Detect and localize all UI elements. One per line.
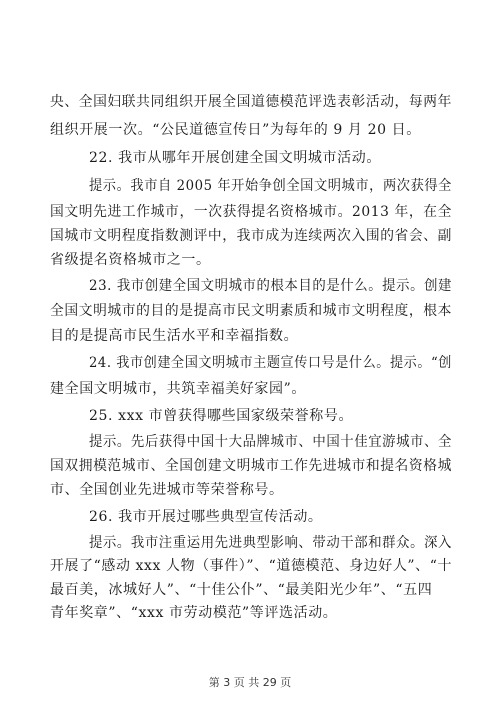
text-line: 提示。我市注重运用先进典型影响、带动干部和群众。深入 (89, 535, 452, 551)
question-heading: 23. 我市创建全国文明城市的根本目的是什么。提示。创建 (89, 278, 452, 294)
text-line: 国文明先进工作城市，一次获得提名资格城市。2013 年，在全 (50, 204, 452, 220)
text-line: 组织开展一次。“公民道德宣传日”为每年的 9 月 20 日。 (50, 122, 421, 138)
question-heading: 25. xxx 市曾获得哪些国家级荣誉称号。 (89, 408, 354, 424)
question-heading: 26. 我市开展过哪些典型宣传活动。 (89, 509, 323, 525)
page-number-footer: 第 3 页 共 29 页 (208, 676, 292, 689)
question-heading: 22. 我市从哪年开展创建全国文明城市活动。 (89, 150, 381, 166)
text-line: 全国文明城市的目的是提高市民文明素质和城市文明程度，根本 (50, 303, 452, 319)
text-line: 最百美，冰城好人”、“十佳公仆”、“最美阳光少年”、“五四 (50, 582, 433, 598)
text-line: 市、全国创业先进城市等荣誉称号。 (50, 482, 284, 498)
text-line: 央、全国妇联共同组织开展全国道德模范评选表彰活动，每两年 (50, 94, 452, 110)
text-line: 国双拥模范城市、全国创建文明城市工作先进城市和提名资格城 (50, 458, 452, 474)
text-line: 国城市文明程度指数测评中，我市成为连续两次入围的省会、副 (50, 228, 452, 244)
text-line: 省级提名资格城市之一。 (50, 252, 211, 268)
text-line: 提示。我市自 2005 年开始争创全国文明城市，两次获得全 (89, 178, 452, 194)
text-line: 开展了“感动 xxx 人物（事件）”、“道德模范、身边好人”、“十 (50, 558, 452, 574)
text-line: 青年奖章”、“xxx 市劳动模范”等评选活动。 (50, 605, 338, 621)
text-line: 提示。先后获得中国十大品牌城市、中国十佳宜游城市、全 (89, 434, 452, 450)
question-heading: 24. 我市创建全国文明城市主题宣传口号是什么。提示。“创 (89, 355, 452, 371)
text-line: 建全国文明城市，共筑幸福美好家园”。 (50, 381, 306, 397)
text-line: 目的是提高市民生活水平和幸福指数。 (50, 328, 299, 344)
